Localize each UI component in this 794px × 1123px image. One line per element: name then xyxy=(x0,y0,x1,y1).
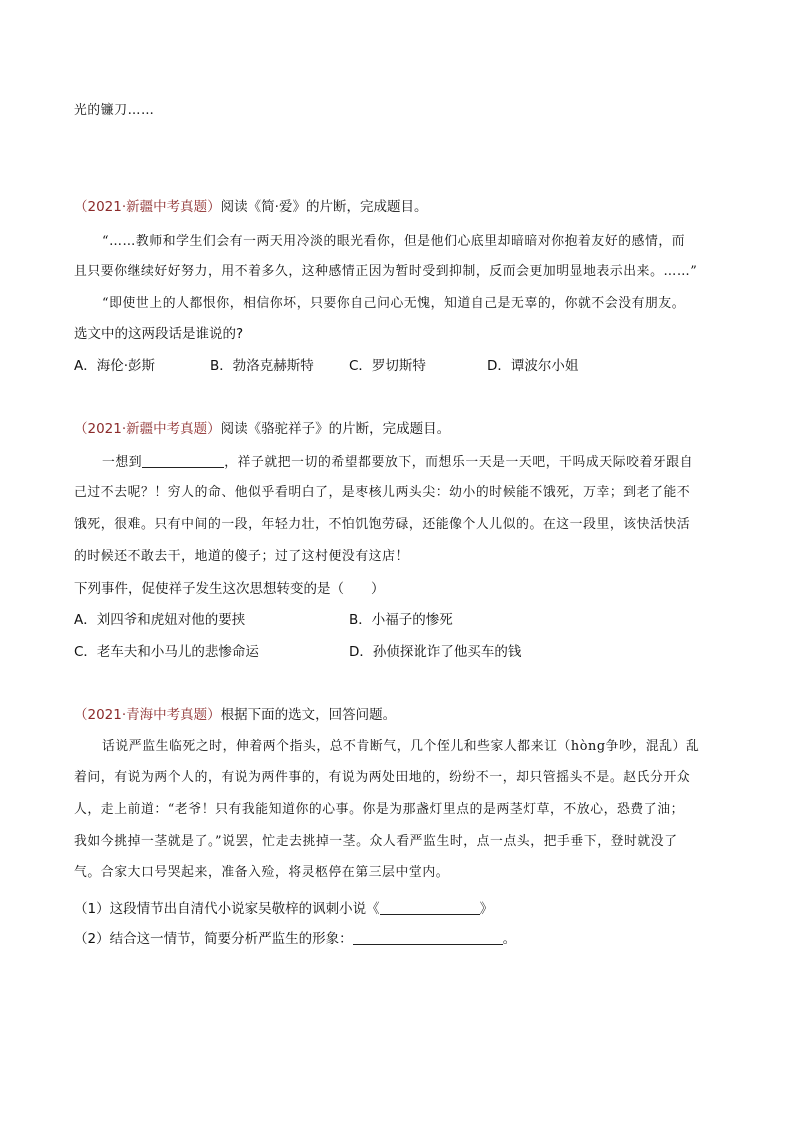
q3-sub1-prefix: （1）这段情节出自清代小说家吴敬梓的讽刺小说《 xyxy=(74,901,380,917)
q3-sub2-prefix: （2）结合这一情节，简要分析严监生的形象： xyxy=(74,931,353,947)
q1-option-d[interactable]: D．谭波尔小姐 xyxy=(487,358,579,374)
q2-passage-line: 己过不去呢？！穷人的命、他似乎看明白了，是枣核儿两头尖：幼小的时候能不饿死，万幸；到老了能不 xyxy=(74,485,691,500)
q3-passage-line: 气。合家大口号哭起来，准备入殓，将灵柩停在第三层中堂内。 xyxy=(74,865,450,880)
q1-option-b[interactable]: B．勃洛克赫斯特 xyxy=(210,358,314,374)
q1-heading xyxy=(74,198,427,216)
q3-sub1-blank[interactable] xyxy=(380,900,480,915)
q1-question: 选文中的这两段话是谁说的? xyxy=(74,326,244,342)
q2-option-b[interactable]: B．小福子的惨死 xyxy=(349,612,453,628)
q3-sub1-suffix: 》 xyxy=(479,901,494,917)
q2-passage-line: 的时候还不敢去干，地道的傻子；过了这村便没有这店！ xyxy=(74,549,409,564)
q3-heading xyxy=(74,706,396,724)
q3-passage-line: 着问，有说为两个人的，有说为两件事的，有说为两处田地的，纷纷不一，却只管摇头不是。赵氏分开众 xyxy=(74,770,691,785)
q2-source-tag: （2021·新疆中考真题） xyxy=(74,421,221,437)
q2-passage-line: 饿死，很难。只有中间的一段，年轻力壮，不怕饥饱劳碌，还能像个人儿似的。在这一段里，该快活快活 xyxy=(74,517,691,532)
top-fragment: 光的镰刀…… xyxy=(74,103,155,118)
q3-instruction: 根据下面的选文，回答问题。 xyxy=(220,707,397,723)
q3-passage-line: 人，走上前道：“老爷！只有我能知道你的心事。你是为那盏灯里点的是两茎灯草，不放心，恐费了油； xyxy=(74,802,685,817)
q2-blank[interactable] xyxy=(142,453,224,468)
q2-passage-prefix: 一想到 xyxy=(102,455,143,470)
q1-instruction: 阅读《简·爱》的片断，完成题目。 xyxy=(220,199,428,215)
q2-passage-suffix: ，祥子就把一切的希望都要放下，而想乐一天是一天吧，干吗成天际咬着牙跟自 xyxy=(224,455,694,470)
q2-question: 下列事件，促使祥子发生这次思想转变的是（ ） xyxy=(74,581,385,597)
q3-passage-line: 话说严监生临死之时，伸着两个指头，总不肯断气，几个侄儿和些家人都来讧（hòng争吵，混乱）乱 xyxy=(102,739,700,754)
q1-option-a[interactable]: A．海伦·彭斯 xyxy=(74,358,156,374)
q1-passage-line: “……教师和学生们会有一两天用冷淡的眼光看你，但是他们心底里却暗暗对你抱着友好的感情，而 xyxy=(102,234,686,249)
q3-subquestion-1 xyxy=(74,900,493,918)
q2-option-c[interactable]: C．老车夫和小马儿的悲惨命运 xyxy=(74,644,259,660)
q3-passage-line: 我如今挑掉一茎就是了。”说罢，忙走去挑掉一茎。众人看严监生时，点一点头，把手垂下，登时就没了 xyxy=(74,834,678,849)
q2-instruction: 阅读《骆驼祥子》的片断，完成题目。 xyxy=(220,421,451,437)
q2-passage-line xyxy=(102,453,693,472)
q1-passage-line: 且只要你继续好好努力，用不着多久，这种感情正因为暂时受到抑制，反而会更加明显地表示出来。……” xyxy=(74,264,698,279)
q2-option-a[interactable]: A．刘四爷和虎妞对他的要挟 xyxy=(74,612,246,628)
q3-source-tag: （2021·青海中考真题） xyxy=(74,707,221,723)
q2-heading xyxy=(74,420,450,438)
q2-option-d[interactable]: D．孙侦探讹诈了他买车的钱 xyxy=(349,644,522,660)
q1-source-tag: （2021·新疆中考真题） xyxy=(74,199,221,215)
q1-passage-line: “即使世上的人都恨你，相信你坏，只要你自己问心无愧，知道自己是无辜的，你就不会没有朋友。 xyxy=(102,296,686,311)
q3-sub2-suffix: 。 xyxy=(502,931,517,947)
q3-sub2-blank[interactable] xyxy=(353,930,503,945)
q1-option-c[interactable]: C．罗切斯特 xyxy=(349,358,426,374)
q3-subquestion-2 xyxy=(74,930,516,948)
